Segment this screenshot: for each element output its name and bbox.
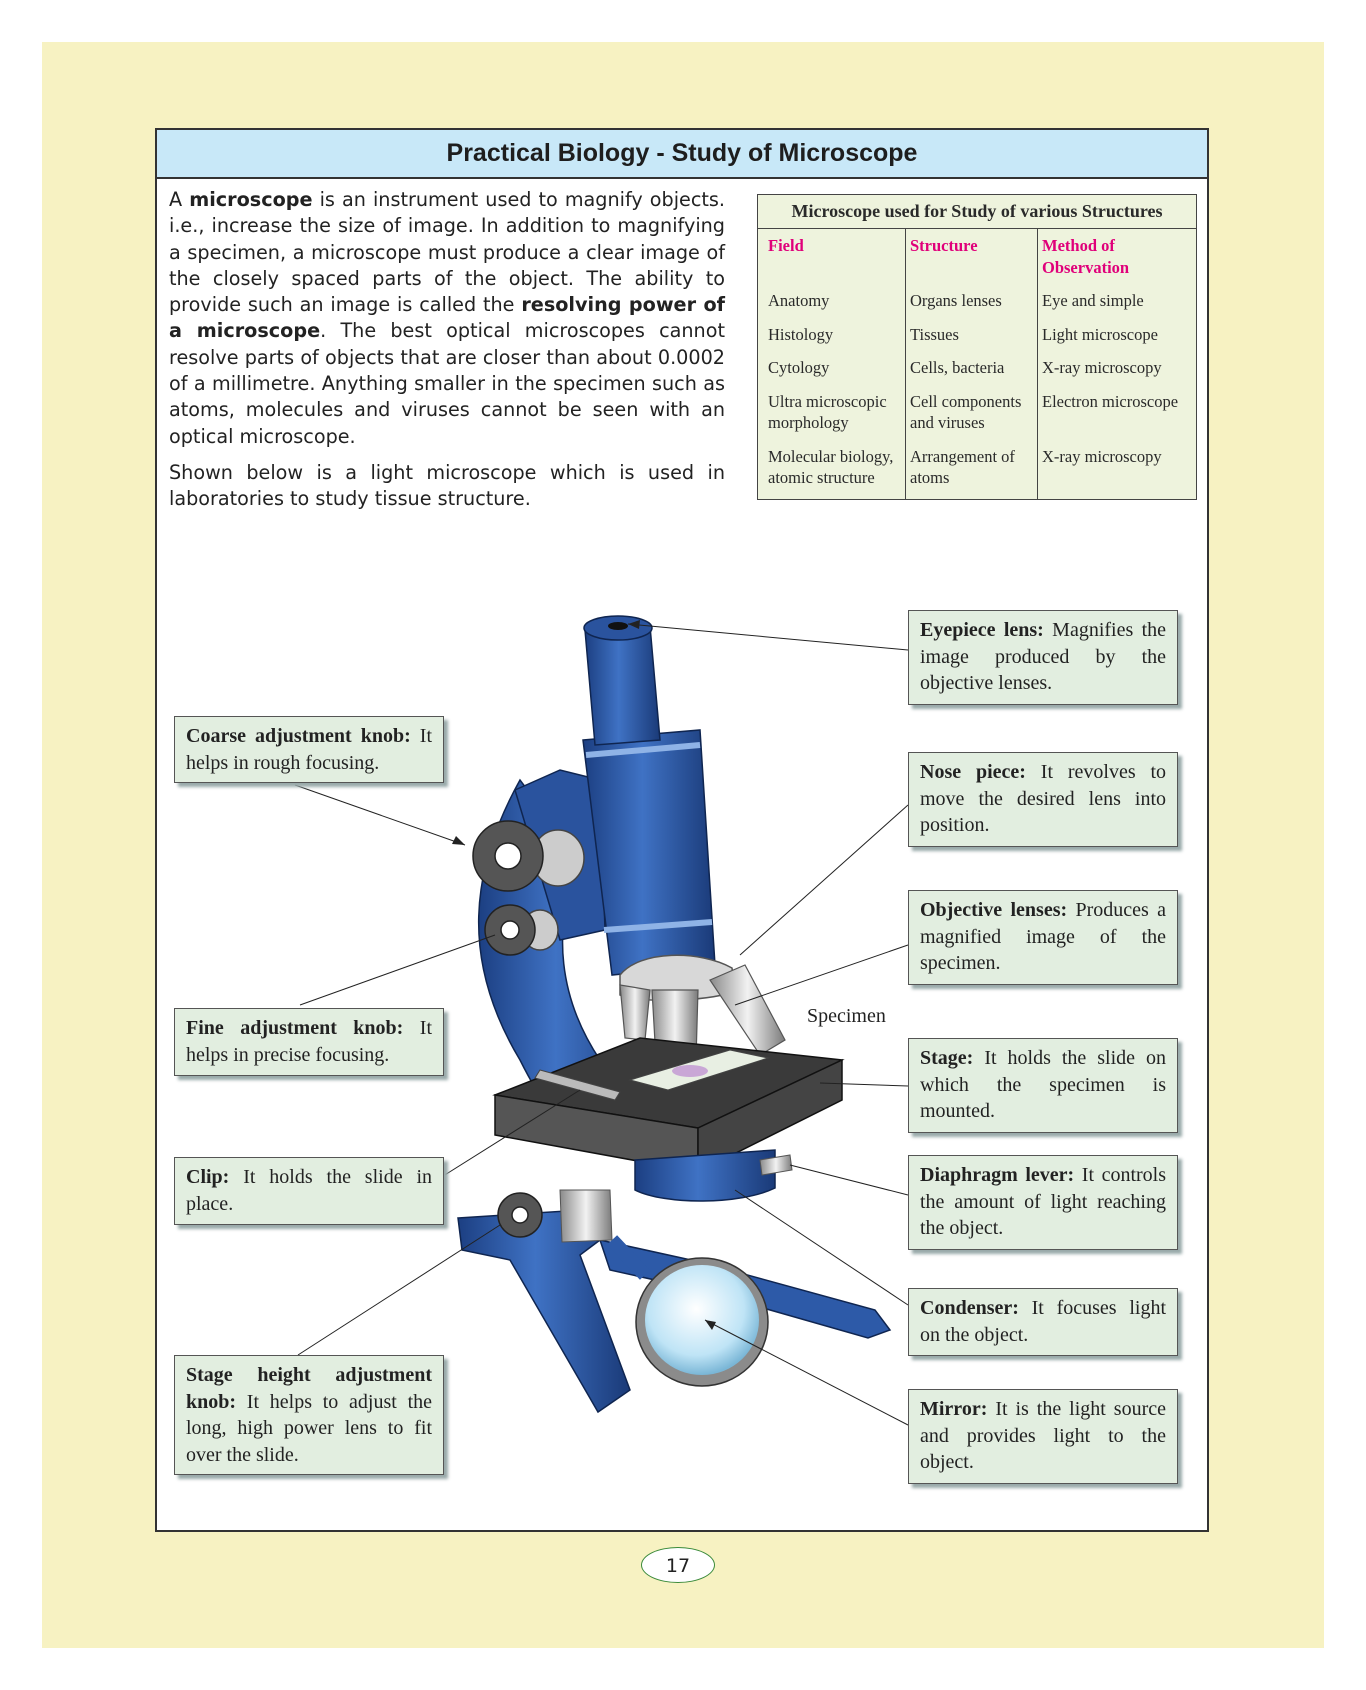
header-field: Field [758, 229, 906, 288]
table-cell: Arrangement of atoms [906, 444, 1038, 499]
mirror [612, 1240, 768, 1386]
label-stage-height-adjustment-knob: Stage height adjustment knob: It helps to adjust the long, high power lens to fit over the slide. [174, 1355, 444, 1475]
label-mirror: Mirror: It is the light source and provides light to the object. [908, 1389, 1178, 1484]
label-stage: Stage: It holds the slide on which the specimen is mounted. [908, 1038, 1178, 1133]
page-number: 17 [641, 1547, 715, 1583]
specimen-label: Specimen [807, 1005, 886, 1027]
table-cell: Electron microscope [1042, 391, 1179, 411]
table-cell: X-ray microscopy [1042, 358, 1162, 377]
table-cell: Tissues [906, 322, 1038, 356]
stage-height-adjustment-knob [498, 1193, 542, 1237]
table-cell: Molecular biology, atomic structure [758, 444, 906, 499]
label-objective-lenses: Objective lenses: Produces a magnified image of the specimen. [908, 890, 1178, 985]
table-cell: Ultra microscopic morphology [758, 389, 906, 444]
page-title: Practical Biology - Study of Microscope [157, 130, 1207, 179]
coarse-adjustment-knob [473, 821, 584, 891]
table-cell: Cytology [758, 355, 906, 389]
table-cell: Light microscope [1042, 324, 1158, 344]
table-cell: Histology [758, 322, 906, 356]
label-eyepiece-lens: Eyepiece lens: Magnifies the image produced by the objective lenses. [908, 610, 1178, 705]
table-cell: Anatomy [758, 288, 906, 322]
label-coarse-adjustment-knob: Coarse adjustment knob: It helps in rough focusing. [174, 716, 444, 783]
intro-paragraph-1: A microscope is an instrument used to magnify objects. i.e., increase the size of image. In addition to magnifying a specimen, a microscope must produce a clear image of the closely spaced parts of the object. The ability to provide such an image is called the resolving power of a microscope. The best optical microscopes cannot resolve parts of objects that are closer than about 0.0002 of a millimetre. Anything smaller in the specimen such as atoms, molecules and viruses cannot be seen with an optical microscope. [169, 188, 725, 448]
header-method: Method of Observation [1042, 236, 1130, 277]
table-cell: Organs lenses [906, 288, 1038, 322]
fine-adjustment-knob [485, 905, 558, 955]
table-cell: Cells, bacteria [906, 355, 1038, 389]
table-caption: Microscope used for Study of various Structures [758, 195, 1196, 229]
header-structure: Structure [906, 229, 1038, 288]
label-fine-adjustment-knob: Fine adjustment knob: It helps in precise focusing. [174, 1008, 444, 1076]
label-condenser: Condenser: It focuses light on the object. [908, 1288, 1178, 1356]
label-nose-piece: Nose piece: It revolves to move the desired lens into position. [908, 752, 1178, 847]
intro-paragraph-2: Shown below is a light microscope which is used in laboratories to study tissue structure. [169, 460, 725, 511]
label-diaphragm-lever: Diaphragm lever: It controls the amount of light reaching the object. [908, 1155, 1178, 1250]
table-cell: X-ray microscopy [1042, 446, 1162, 466]
label-clip: Clip: It holds the slide in place. [174, 1157, 444, 1225]
table-cell: Eye and simple [1042, 291, 1144, 310]
table-cell: Cell components and viruses [906, 389, 1038, 444]
